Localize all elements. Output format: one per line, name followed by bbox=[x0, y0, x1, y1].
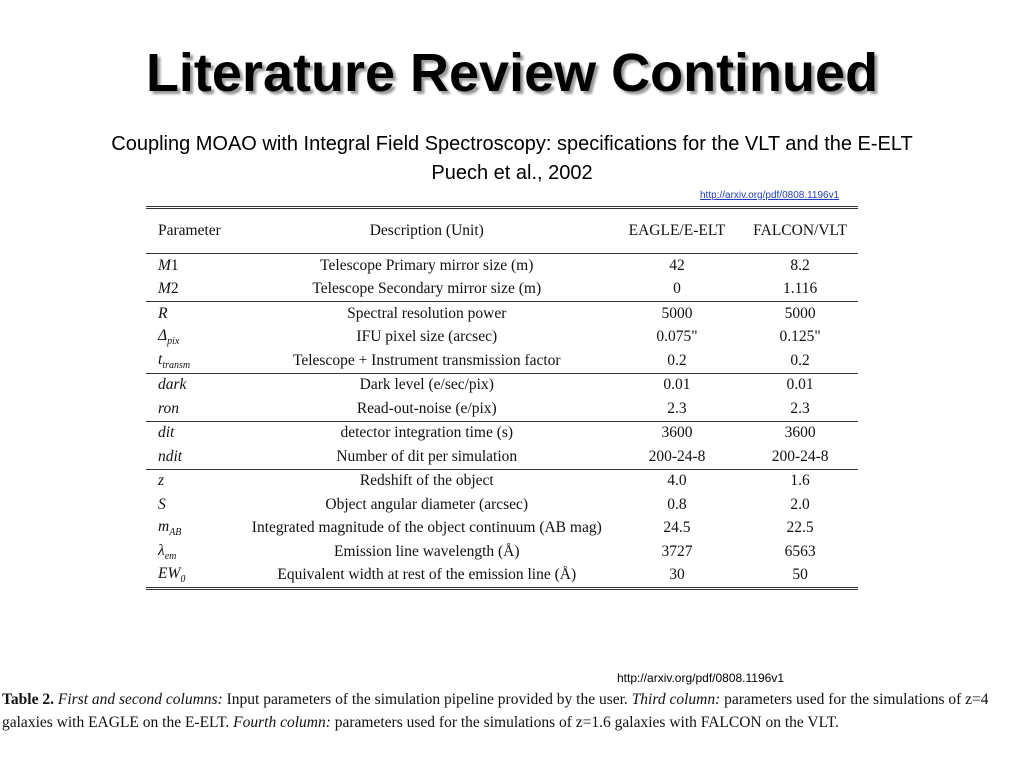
cell-parameter: $m_{AB}$ bbox=[158, 518, 182, 539]
cell-eagle: 0 bbox=[673, 280, 681, 298]
parameter-table-image bbox=[146, 206, 858, 590]
cell-falcon: 0.2 bbox=[790, 351, 810, 369]
cell-falcon: 6563 bbox=[784, 542, 816, 560]
table-row bbox=[146, 564, 858, 589]
cell-eagle: 5000 bbox=[661, 304, 693, 322]
caption-label: Table 2. bbox=[2, 691, 54, 708]
cell-eagle: 0.01 bbox=[663, 376, 691, 394]
cell-description: Dark level (e/sec/pix) bbox=[359, 376, 494, 394]
cell-parameter: ndit bbox=[158, 447, 183, 465]
table-row bbox=[146, 469, 858, 493]
cell-description: Object angular diameter (arcsec) bbox=[325, 495, 529, 513]
cell-parameter: $\lambda_{em}$ bbox=[158, 541, 177, 562]
cell-description: Telescope Primary mirror size (m) bbox=[320, 256, 534, 274]
cell-falcon: 3600 bbox=[784, 424, 816, 442]
cell-parameter: z bbox=[158, 472, 165, 490]
table-row bbox=[146, 278, 858, 302]
cell-eagle: 4.0 bbox=[667, 472, 687, 490]
header-falcon: FALCON/VLT bbox=[753, 222, 848, 239]
cell-falcon: 8.2 bbox=[790, 256, 810, 274]
cell-falcon: 200-24-8 bbox=[771, 447, 829, 465]
caption-emphasis: First and second columns: bbox=[57, 691, 223, 708]
cell-eagle: 3600 bbox=[661, 424, 693, 442]
cell-falcon: 5000 bbox=[784, 304, 816, 322]
caption-emphasis: Fourth column: bbox=[233, 714, 331, 731]
slide-subtitle bbox=[0, 130, 1024, 188]
cell-eagle: 24.5 bbox=[663, 519, 691, 537]
cell-description: Redshift of the object bbox=[359, 472, 494, 490]
cell-falcon: 2.0 bbox=[790, 495, 810, 513]
parameter-table bbox=[146, 206, 858, 590]
cell-parameter: $\Delta_{pix}$ bbox=[158, 327, 180, 348]
cell-falcon: 22.5 bbox=[786, 519, 814, 537]
table-row bbox=[146, 254, 858, 278]
cell-description: Spectral resolution power bbox=[347, 304, 507, 322]
caption-text bbox=[2, 691, 989, 731]
cell-parameter: dit bbox=[158, 424, 175, 442]
caption-fragment: Input parameters of the simulation pipeline provided by the user. bbox=[222, 691, 632, 708]
caption-emphasis: Third column: bbox=[631, 691, 721, 708]
cell-falcon: 0.01 bbox=[786, 376, 814, 394]
slide-title: Literature Review Continued bbox=[145, 43, 879, 103]
cell-eagle: 2.3 bbox=[667, 399, 687, 417]
caption-fragment: parameters used for the simulations of z=4 galaxies with EAGLE on the E-ELT. bbox=[2, 691, 989, 731]
cell-description: Read-out-noise (e/pix) bbox=[356, 399, 497, 417]
header-parameter: Parameter bbox=[158, 222, 221, 239]
cell-falcon: 1.116 bbox=[782, 280, 818, 298]
table-header-row bbox=[146, 208, 858, 254]
table-body bbox=[146, 254, 858, 589]
cell-description: Number of dit per simulation bbox=[336, 447, 518, 465]
header-eagle: EAGLE/E-ELT bbox=[628, 222, 726, 239]
cell-eagle: 0.2 bbox=[667, 351, 687, 369]
table-row bbox=[146, 493, 858, 517]
cell-description: Telescope Secondary mirror size (m) bbox=[312, 280, 542, 298]
cell-description: Integrated magnitude of the object continuum (AB mag) bbox=[251, 519, 602, 537]
table-row bbox=[146, 517, 858, 541]
cell-eagle: 0.075" bbox=[656, 328, 698, 346]
cell-eagle: 0.8 bbox=[667, 495, 687, 513]
cell-falcon: 2.3 bbox=[790, 399, 810, 417]
cell-parameter: M1 bbox=[158, 256, 179, 274]
cell-parameter: ron bbox=[158, 399, 179, 417]
cell-description: Equivalent width at rest of the emission line (Å) bbox=[277, 566, 577, 584]
arxiv-link-top[interactable]: http://arxiv.org/pdf/0808.1196v1 bbox=[700, 190, 840, 201]
cell-eagle: 200-24-8 bbox=[648, 447, 706, 465]
cell-eagle: 42 bbox=[669, 256, 685, 274]
cell-falcon: 1.6 bbox=[790, 472, 810, 490]
cell-parameter: R bbox=[158, 304, 168, 322]
cell-description: Emission line wavelength (Å) bbox=[334, 542, 520, 560]
cell-description: IFU pixel size (arcsec) bbox=[356, 328, 498, 346]
cell-parameter: S bbox=[158, 495, 166, 513]
cell-description: Telescope + Instrument transmission factor bbox=[292, 351, 561, 369]
arxiv-link-bottom: http://arxiv.org/pdf/0808.1196v1 bbox=[617, 671, 784, 685]
table-row bbox=[146, 349, 858, 373]
table-row bbox=[146, 302, 858, 326]
table-row bbox=[146, 421, 858, 445]
table-row bbox=[146, 326, 858, 350]
cell-parameter: $EW_0$ bbox=[158, 565, 186, 586]
cell-eagle: 3727 bbox=[661, 542, 693, 560]
header-description: Description (Unit) bbox=[369, 222, 484, 239]
cell-falcon: 0.125" bbox=[779, 328, 821, 346]
cell-parameter: dark bbox=[158, 376, 187, 394]
cell-parameter: $t_{transm}$ bbox=[158, 350, 191, 371]
cell-falcon: 50 bbox=[792, 566, 808, 584]
table-row bbox=[146, 373, 858, 397]
table-row bbox=[146, 540, 858, 564]
caption-fragment: parameters used for the simulations of z=1.6 galaxies with FALCON on the VLT. bbox=[330, 714, 839, 731]
cell-description: detector integration time (s) bbox=[340, 424, 514, 442]
cell-eagle: 30 bbox=[669, 566, 685, 584]
table-caption bbox=[2, 688, 1022, 734]
paper-authors: Puech et al., 2002 bbox=[431, 162, 593, 184]
paper-title: Coupling MOAO with Integral Field Spectroscopy: specifications for the VLT and the E-ELT bbox=[111, 133, 913, 155]
cell-parameter: M2 bbox=[158, 280, 179, 298]
table-row bbox=[146, 397, 858, 421]
table-row bbox=[146, 445, 858, 469]
